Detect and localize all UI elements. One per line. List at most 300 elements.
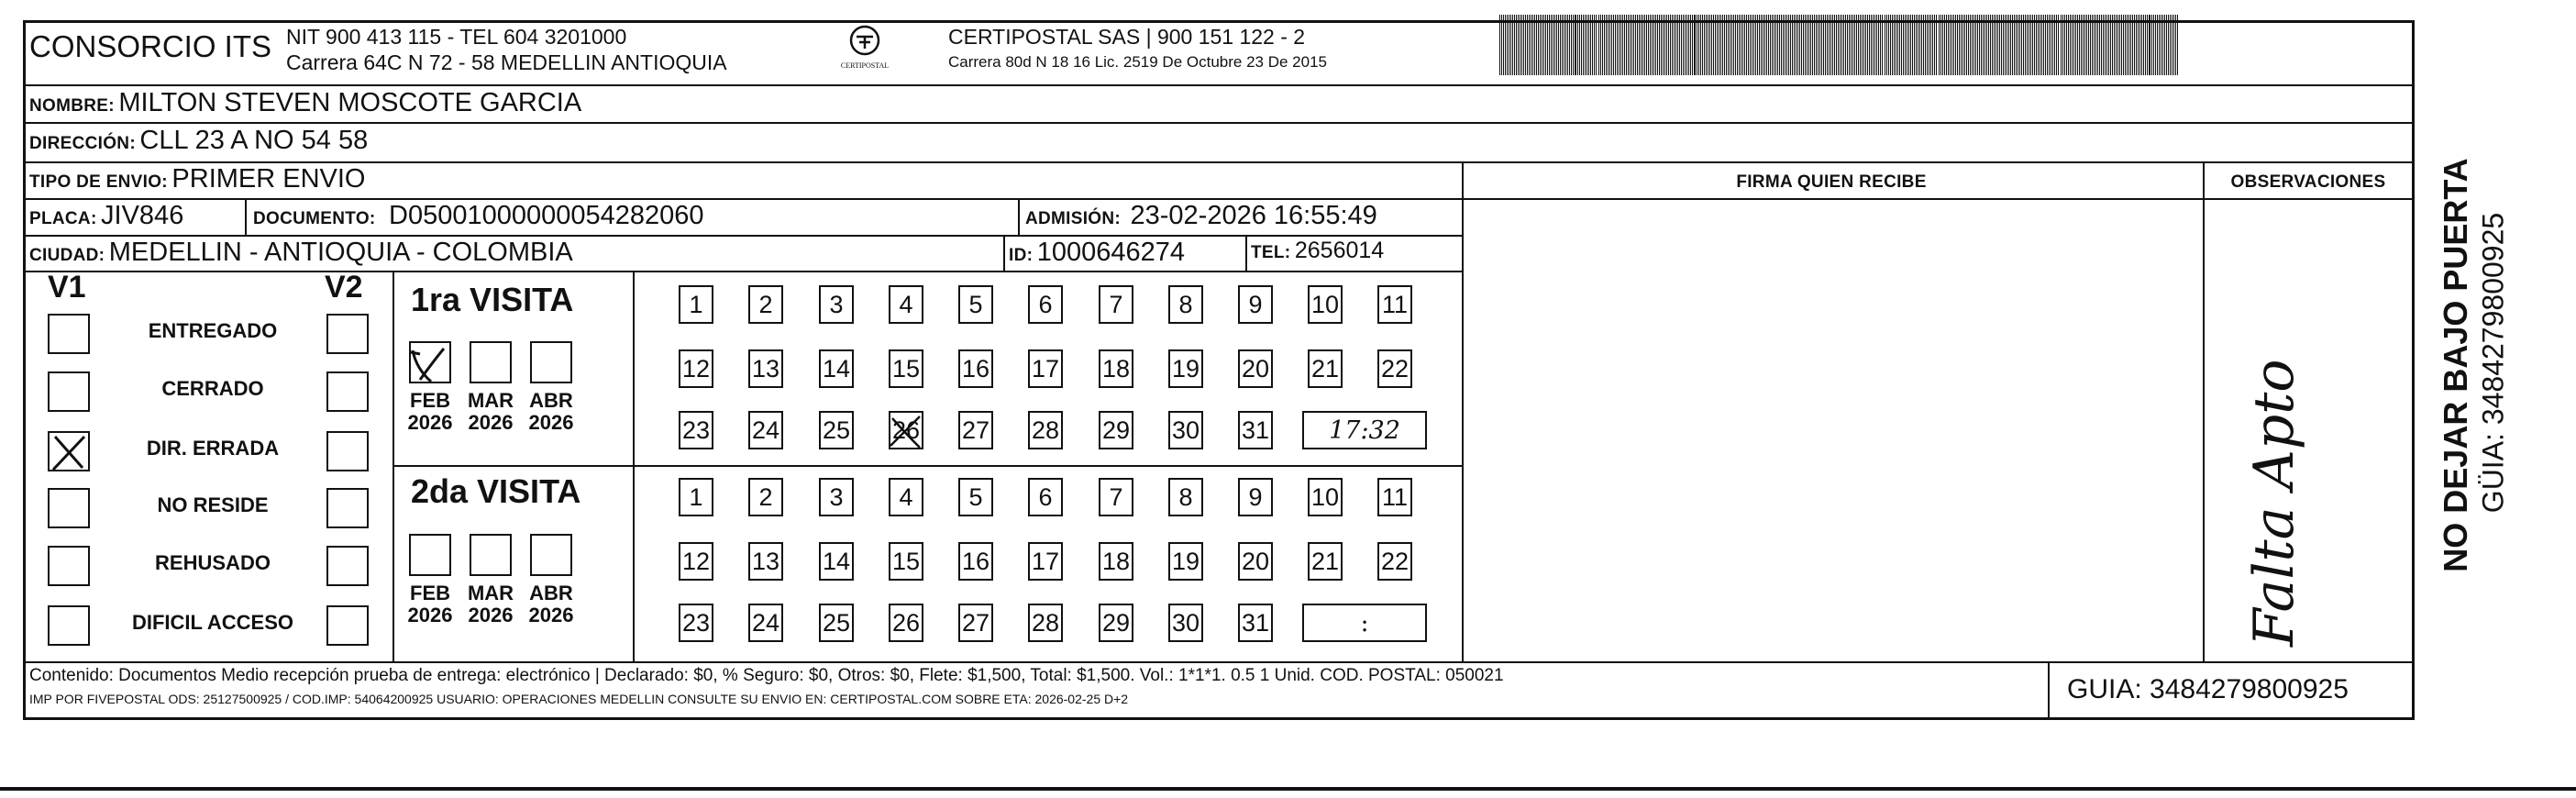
firma-header: FIRMA QUIEN RECIBE [1736,172,1927,192]
status-label: CERRADO [161,377,264,400]
barcode-bar [1983,15,1984,75]
day-box[interactable]: 2 [748,285,783,324]
row-divider-5 [23,271,1462,272]
barcode-bar [2173,15,2174,75]
barcode-bar [2090,15,2091,75]
barcode-bar [1641,15,1642,75]
barcode-bar [1538,15,1539,75]
v2-checkbox[interactable] [326,605,369,646]
direccion-value: CLL 23 A NO 54 58 [139,126,369,155]
barcode-bar [1871,15,1872,75]
barcode-bar [1888,15,1889,75]
barcode-bar [2119,15,2120,75]
barcode-bar [1686,15,1687,75]
barcode-bar [1532,15,1533,75]
barcode-bar [1912,15,1913,75]
barcode-bar [2021,15,2022,75]
barcode-bar [2106,15,2107,75]
barcode-bar [1653,15,1654,75]
barcode-bar [1592,15,1593,75]
observaciones-header: OBSERVACIONES [2230,172,2386,192]
barcode-bar [2110,15,2111,75]
day-box[interactable]: 4 [889,478,923,516]
barcode-bar [1677,15,1678,75]
barcode-bar [1770,15,1771,75]
barcode-bar [1514,15,1515,75]
barcode-bar [2023,15,2024,75]
day-box[interactable]: 31 [1238,411,1273,449]
barcode-bar [1819,15,1820,75]
day-box[interactable]: 21 [1308,349,1343,388]
status-label: NO RESIDE [157,493,269,516]
barcode-bar [1948,15,1949,75]
day-box[interactable]: 26 [889,411,923,449]
tel-row [1251,238,1384,264]
barcode-bar [2038,15,2039,75]
barcode-bar [1620,15,1621,75]
day-box[interactable]: 22 [1377,542,1412,581]
barcode-bar [1547,15,1548,75]
barcode-bar [1914,15,1915,75]
barcode-bar [2001,15,2002,75]
page-bottom-rule [0,787,2576,791]
barcode-bar [2101,15,2102,75]
barcode-bar [1518,15,1519,75]
barcode-bar [1590,15,1591,75]
barcode-bar [1905,15,1906,75]
barcode-bar [1505,15,1506,75]
day-box[interactable]: 25 [819,604,854,642]
day-box[interactable]: 10 [1308,285,1343,324]
barcode-bar [2062,15,2063,75]
day-box[interactable]: 29 [1099,411,1133,449]
barcode-bar [1664,15,1665,75]
day-box[interactable]: 24 [748,604,783,642]
logo-text: CERTIPOSTAL [840,61,890,70]
barcode-bar [2034,15,2035,75]
day-box[interactable]: 31 [1238,604,1273,642]
nombre-value: MILTON STEVEN MOSCOTE GARCIA [118,88,582,117]
barcode-bar [2105,15,2106,75]
barcode-bar [1874,15,1875,75]
tipo-label: TIPO DE ENVIO: [29,172,168,192]
barcode-bar [1675,15,1676,75]
barcode-bar [2149,15,2150,75]
v1-checkbox[interactable] [48,605,90,646]
day-box[interactable]: 19 [1168,542,1203,581]
barcode-bar [1661,15,1662,75]
barcode-bar [2166,15,2167,75]
barcode-bar [1854,15,1855,75]
day-box[interactable]: 21 [1308,542,1343,581]
v1-checkbox[interactable] [48,314,90,354]
day-box[interactable]: 18 [1099,349,1133,388]
day-box[interactable]: 26 [889,604,923,642]
admision-row [1025,201,1377,231]
day-box[interactable]: 16 [958,542,993,581]
barcode-bar [1863,15,1864,75]
day-box[interactable]: 8 [1168,478,1203,516]
barcode-bar [1510,15,1511,75]
barcode-bar [1562,15,1563,75]
barcode-bar [1717,15,1718,75]
v1-checkbox[interactable] [48,371,90,412]
day-box[interactable]: 3 [819,478,854,516]
barcode-bar [1622,15,1623,75]
barcode-bar [2030,15,2031,75]
barcode-bar [1934,15,1935,75]
day-box[interactable]: 29 [1099,604,1133,642]
day-box[interactable]: 1 [679,478,713,516]
month-year: 2026 [528,411,574,434]
barcode-bar [1845,15,1846,75]
barcode-bar [2125,15,2126,75]
day-box[interactable]: 5 [958,478,993,516]
barcode-bar [1986,15,1987,75]
barcode-bar [1946,15,1947,75]
day-box[interactable]: 23 [679,604,713,642]
barcode-bar [1624,15,1625,75]
barcode-bar [1940,15,1941,75]
barcode-bar [1575,15,1576,75]
day-box[interactable]: 22 [1377,349,1412,388]
barcode-bar [2081,15,2082,75]
tipo-row [29,164,366,194]
barcode-bar [2052,15,2053,75]
barcode-bar [1779,15,1780,75]
barcode-bar [1894,15,1895,75]
day-box[interactable]: 9 [1238,478,1273,516]
barcode-bar [2077,15,2078,75]
barcode-bar [2094,15,2095,75]
barcode-bar [1594,15,1595,75]
barcode-bar [2032,15,2033,75]
barcode-bar [1600,15,1601,75]
barcode-bar [1639,15,1640,75]
day-box[interactable]: 2 [748,478,783,516]
month-name: FEB [410,582,450,604]
day-box[interactable]: 19 [1168,349,1203,388]
time-box[interactable]: 17:32 [1302,411,1427,449]
barcode-bar [1944,15,1945,75]
barcode-bar [1814,15,1815,75]
barcode-bar [1808,15,1809,75]
barcode-bar [1807,15,1808,75]
day-box[interactable]: 17 [1028,349,1063,388]
admision-value: 23-02-2026 16:55:49 [1130,201,1377,230]
day-box[interactable]: 3 [819,285,854,324]
barcode-bar [1521,15,1522,75]
month-checkbox[interactable] [409,534,451,576]
documento-value: D05001000000054282060 [389,201,704,230]
month-name: FEB [410,389,450,412]
barcode-bar [1823,15,1824,75]
barcode-bar [2175,15,2176,75]
visit-1-title: 1ra VISITA [411,281,574,318]
barcode-bar [2123,15,2124,75]
side-guia: GÜIA: 3484279800925 [2476,212,2510,514]
certipostal-logo [831,24,899,75]
barcode-bar [1613,15,1614,75]
barcode-bar [1775,15,1776,75]
day-box[interactable]: 4 [889,285,923,324]
barcode-bar [1838,15,1839,75]
barcode-bar [1849,15,1850,75]
barcode-bar [1543,15,1544,75]
day-box[interactable]: 9 [1238,285,1273,324]
day-box[interactable]: 5 [958,285,993,324]
carrier-line-2: Carrera 80d N 18 16 Lic. 2519 De Octubre 23 De 2015 [948,53,1327,71]
day-box[interactable]: 28 [1028,604,1063,642]
barcode-bar [1925,15,1926,75]
barcode-bar [2155,15,2156,75]
barcode-bar [2132,15,2133,75]
barcode-bar [1972,15,1973,75]
barcode-bar [1598,15,1599,75]
barcode-bar [1512,15,1513,75]
month-name: MAR [467,582,514,604]
barcode-bar [1731,15,1732,75]
v2-checkbox[interactable] [326,488,369,528]
barcode-bar [1852,15,1853,75]
barcode-bar [2143,15,2144,75]
ciudad-value: MEDELLIN - ANTIOQUIA - COLOMBIA [108,238,573,267]
barcode-bar [1903,15,1904,75]
time-box[interactable]: : [1302,604,1427,642]
barcode-bar [2088,15,2089,75]
barcode-bar [1685,15,1686,75]
barcode-bar [1713,15,1714,75]
barcode-bar [1992,15,1993,75]
barcode-bar [1901,15,1902,75]
barcode-bar [2130,15,2131,75]
barcode-bar [1670,15,1671,75]
v2-checkbox[interactable] [326,314,369,354]
v1-checkbox[interactable] [48,488,90,528]
day-box[interactable]: 10 [1308,478,1343,516]
month-year: 2026 [528,604,574,626]
day-box[interactable]: 15 [889,349,923,388]
day-box[interactable]: 18 [1099,542,1133,581]
barcode-bar [1957,15,1958,75]
barcode-bar [1783,15,1784,75]
day-box[interactable]: 20 [1238,542,1273,581]
observaciones-left-border [2203,161,2205,661]
barcode-bar [1966,15,1967,75]
day-box[interactable]: 13 [748,349,783,388]
barcode-bar [2157,15,2158,75]
barcode-bar [1728,15,1729,75]
v1-header: V1 [48,270,86,305]
barcode-bar [2070,15,2071,75]
barcode-bar [1977,15,1978,75]
barcode-bar [1788,15,1789,75]
barcode-bar [1797,15,1798,75]
barcode-bar [1585,15,1586,75]
barcode-bar [1959,15,1960,75]
day-box[interactable]: 30 [1168,411,1203,449]
barcode-bar [1569,15,1570,75]
status-label: DIFICIL ACCESO [131,611,293,634]
barcode-bar [1777,15,1778,75]
day-box[interactable]: 24 [748,411,783,449]
barcode-bar [2162,15,2163,75]
barcode-bar [1596,15,1597,75]
barcode-bar [2177,15,2178,75]
barcode-bar [2134,15,2135,75]
day-box[interactable]: 28 [1028,411,1063,449]
day-box[interactable]: 6 [1028,478,1063,516]
day-box[interactable]: 11 [1377,285,1412,324]
barcode-bar [1999,15,2000,75]
company-name: CONSORCIO ITS [29,29,272,63]
barcode-bar [2159,15,2160,75]
barcode-bar [2112,15,2113,75]
barcode-bar [2061,15,2062,75]
barcode-bar [1766,15,1767,75]
barcode-bar [1785,15,1786,75]
month-name: ABR [529,582,573,604]
barcode-bar [1609,15,1610,75]
barcode-bar [1786,15,1787,75]
barcode-bar [1615,15,1616,75]
month-checkbox[interactable] [470,341,512,383]
barcode-bar [1865,15,1866,75]
barcode-bar [1724,15,1725,75]
day-box[interactable]: 20 [1238,349,1273,388]
barcode-bar [1923,15,1924,75]
barcode-bar [1953,15,1954,75]
barcode-bar [1856,15,1857,75]
barcode-bar [1919,15,1920,75]
day-box[interactable]: 6 [1028,285,1063,324]
barcode-bar [1704,15,1705,75]
barcode-bar [1626,15,1627,75]
barcode-bar [1899,15,1900,75]
barcode-bar [1790,15,1791,75]
barcode-bar [1715,15,1716,75]
barcode-bar [2064,15,2065,75]
barcode-bar [1549,15,1550,75]
day-box[interactable]: 13 [748,542,783,581]
day-box[interactable]: 27 [958,604,993,642]
barcode-bar [2153,15,2154,75]
barcode-bar [1882,15,1883,75]
barcode-bar [2036,15,2037,75]
barcode-bar [1679,15,1680,75]
day-box[interactable]: 12 [679,542,713,581]
barcode-bar [1768,15,1769,75]
barcode-bar [1942,15,1943,75]
barcode-bar [2014,15,2015,75]
barcode-bar [1668,15,1669,75]
day-box[interactable]: 27 [958,411,993,449]
day-box[interactable]: 11 [1377,478,1412,516]
v2-checkbox[interactable] [326,546,369,586]
day-box[interactable]: 1 [679,285,713,324]
barcode-bar [1742,15,1743,75]
day-box[interactable]: 8 [1168,285,1203,324]
barcode-bar [2043,15,2044,75]
month-checkmark [407,341,453,387]
barcode-bar [1801,15,1802,75]
barcode-bar [1523,15,1524,75]
barcode-bar [1805,15,1806,75]
barcode-bar [1694,15,1696,75]
day-box[interactable]: 16 [958,349,993,388]
day-box[interactable]: 23 [679,411,713,449]
v2-checkbox[interactable] [326,431,369,471]
placa-label: PLACA: [29,209,97,228]
v2-checkbox[interactable] [326,371,369,412]
barcode-bar [1674,15,1675,75]
barcode-bar [1619,15,1620,75]
tel-divider [1245,235,1247,272]
barcode-bar [1836,15,1837,75]
month-checkbox[interactable] [530,534,572,576]
barcode-bar [1604,15,1605,75]
barcode-bar [1990,15,1991,75]
barcode-bar [1588,15,1589,75]
barcode-bar [1832,15,1833,75]
barcode-bar [2012,15,2013,75]
barcode-bar [1744,15,1745,75]
barcode-bar [1529,15,1530,75]
barcode-bar [1794,15,1795,75]
documento-label: DOCUMENTO: [253,209,376,228]
barcode-bar [2045,15,2046,75]
day-box[interactable]: 14 [819,349,854,388]
day-box[interactable]: 7 [1099,285,1133,324]
barcode-bar [2072,15,2073,75]
day-box[interactable]: 12 [679,349,713,388]
month-year: 2026 [407,411,453,434]
barcode-bar [1650,15,1651,75]
v2-header: V2 [325,270,363,305]
barcode-bar [1862,15,1863,75]
month-checkbox[interactable] [530,341,572,383]
v1-checkbox[interactable] [48,546,90,586]
barcode-bar [2079,15,2080,75]
barcode-bar [1635,15,1636,75]
day-box[interactable]: 14 [819,542,854,581]
barcode-bar [2056,15,2057,75]
barcode-bar [1968,15,1969,75]
barcode-bar [1892,15,1893,75]
day-box[interactable]: 15 [889,542,923,581]
day-box[interactable]: 17 [1028,542,1063,581]
barcode-bar [1847,15,1848,75]
barcode-bar [1880,15,1881,75]
barcode-bar [1841,15,1842,75]
barcode-bar [2168,15,2169,75]
day-box[interactable]: 25 [819,411,854,449]
barcode-bar [1631,15,1632,75]
month-checkbox[interactable] [470,534,512,576]
day-box[interactable]: 7 [1099,478,1133,516]
barcode-bar [1646,15,1647,75]
barcode-bar [2145,15,2146,75]
barcode-bar [2138,15,2139,75]
barcode-bar [2121,15,2122,75]
day-box[interactable]: 30 [1168,604,1203,642]
barcode-bar [2103,15,2104,75]
barcode-bar [1726,15,1727,75]
nombre-label: NOMBRE: [29,96,115,116]
id-row [1009,238,1185,268]
barcode-bar [2084,15,2085,75]
barcode-bar [1507,15,1508,75]
